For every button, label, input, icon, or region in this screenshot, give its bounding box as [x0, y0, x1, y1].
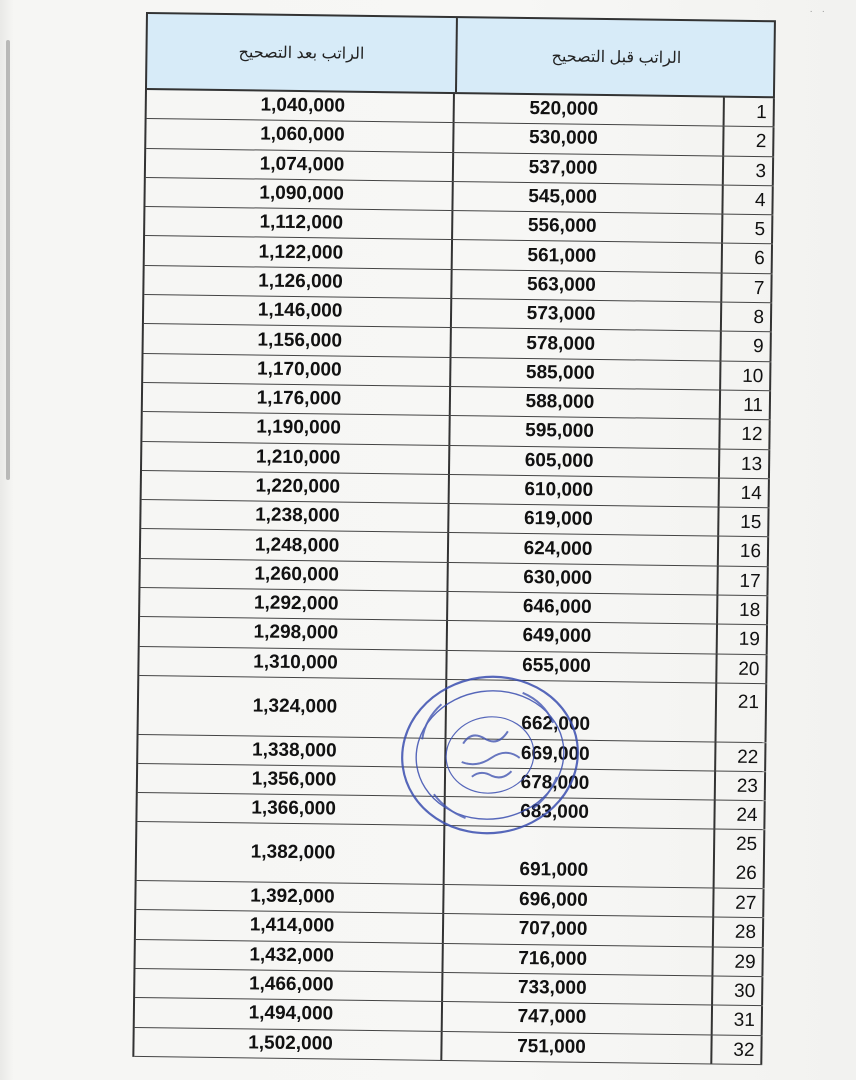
row-number-cell: [715, 801, 765, 830]
salary-after-cell: 1,146,000: [144, 295, 452, 327]
row-number-cell: [717, 654, 767, 683]
salary-before-cell: 573,000: [452, 299, 722, 331]
salary-before-cell: 747,000: [443, 1002, 713, 1034]
row-number-cell: [723, 185, 773, 214]
row-number: 17: [739, 570, 761, 592]
salary-after-cell: 1,112,000: [145, 207, 453, 239]
salary-after-cell: 1,356,000: [138, 764, 446, 796]
salary-after-cell: 1,338,000: [138, 734, 446, 766]
row-number: 8: [753, 307, 765, 329]
salary-after-cell: 1,366,000: [137, 793, 445, 825]
row-number-cell: [718, 625, 768, 654]
row-number-cell: [714, 918, 764, 947]
table-header: [145, 12, 776, 98]
row-number: 6: [754, 248, 765, 270]
salary-before-cell: 733,000: [443, 973, 713, 1005]
row-number-cell: [715, 830, 766, 888]
salary-before-cell: 585,000: [451, 358, 721, 390]
row-number-cell: [712, 1035, 762, 1064]
row-number-cell: [720, 478, 770, 507]
salary-after-cell: 1,392,000: [136, 881, 444, 913]
row-number: 24: [736, 804, 758, 827]
row-number: 28: [734, 922, 757, 944]
row-number-cell: [723, 244, 773, 273]
salary-after-cell: 1,176,000: [143, 383, 451, 415]
row-number-cell: [725, 98, 775, 127]
row-number: 5: [754, 219, 766, 241]
salary-after-cell: 1,156,000: [144, 324, 452, 356]
salary-before-cell: 716,000: [443, 944, 713, 976]
corner-mark: · ·: [809, 6, 828, 17]
salary-before-cell: 530,000: [454, 123, 724, 155]
row-number-cell: [722, 303, 772, 332]
salary-before-cell: 624,000: [449, 533, 719, 565]
scan-edge-shadow: [6, 40, 10, 480]
salary-before-cell: 707,000: [444, 914, 714, 946]
row-number-cell: [713, 1006, 763, 1035]
salary-after-cell: 1,310,000: [139, 647, 447, 679]
row-number-cell: [719, 537, 769, 566]
salary-after-cell: 1,260,000: [140, 559, 448, 591]
row-number: 21: [737, 691, 760, 714]
row-number: 1: [756, 101, 767, 124]
table-row: [139, 676, 768, 743]
row-number-cell: [720, 420, 770, 449]
salary-before-cell: 678,000: [446, 768, 716, 800]
row-number: 2: [755, 131, 767, 153]
salary-before-cell: 751,000: [442, 1031, 712, 1063]
salary-before-cell: 595,000: [450, 416, 720, 448]
salary-before-cell: 556,000: [453, 211, 723, 243]
row-number: 23: [736, 775, 759, 797]
salary-before-cell: 696,000: [444, 885, 714, 917]
row-number: 30: [733, 980, 756, 1002]
salary-before-cell: 683,000: [445, 797, 715, 829]
salary-before-cell: 646,000: [448, 592, 718, 624]
row-number: 29: [734, 951, 756, 973]
salary-before-cell: 619,000: [449, 504, 719, 536]
table-row: [137, 822, 766, 889]
salary-before-cell: 605,000: [450, 446, 720, 478]
salary-before-cell: 520,000: [455, 94, 725, 126]
salary-after-cell: 1,126,000: [144, 266, 452, 298]
salary-after-cell: 1,040,000: [147, 90, 455, 122]
salary-table: [132, 12, 776, 1065]
row-number-cell: [720, 449, 770, 478]
salary-after-cell: 1,074,000: [146, 149, 454, 181]
row-number: 16: [739, 541, 762, 563]
salary-after-cell: 1,238,000: [141, 500, 449, 532]
salary-before-cell: 691,000: [445, 826, 716, 887]
salary-after-cell: 1,122,000: [145, 236, 453, 268]
salary-before-cell: 563,000: [452, 270, 722, 302]
row-number-cell: [718, 596, 768, 625]
row-number-cell: [723, 215, 773, 244]
row-number-cell: [717, 683, 768, 741]
salary-after-cell: 1,060,000: [146, 119, 454, 151]
salary-before-cell: 610,000: [450, 475, 720, 507]
salary-after-cell: 1,090,000: [145, 178, 453, 210]
row-number-cell: [719, 508, 769, 537]
row-number: 19: [738, 629, 760, 651]
salary-after-cell: 1,432,000: [135, 940, 443, 972]
salary-after-cell: 1,502,000: [134, 1027, 442, 1059]
row-number: 15: [740, 511, 762, 534]
row-number: 4: [754, 189, 766, 212]
salary-before-cell: 545,000: [453, 182, 723, 214]
row-number-cell: [721, 391, 771, 420]
row-number: 9: [752, 336, 764, 358]
salary-before-cell: 649,000: [448, 621, 718, 653]
salary-after-cell: 1,190,000: [142, 412, 450, 444]
row-number: 20: [738, 658, 760, 680]
salary-before-cell: 537,000: [454, 153, 724, 185]
row-number: 27: [735, 892, 757, 915]
row-number: 18: [738, 599, 761, 622]
header-salary-after: الراتب بعد التصحيح: [147, 14, 458, 92]
salary-after-cell: 1,210,000: [142, 442, 450, 474]
row-number: 11: [743, 394, 764, 417]
salary-before-cell: 630,000: [448, 563, 718, 595]
salary-after-cell: 1,466,000: [135, 969, 443, 1001]
row-number: 12: [741, 424, 763, 446]
salary-before-cell: 588,000: [451, 387, 721, 419]
salary-after-cell: 1,292,000: [140, 588, 448, 620]
salary-after-cell: 1,298,000: [140, 617, 448, 649]
salary-after-cell: 1,220,000: [142, 471, 450, 503]
salary-after-cell: 1,324,000: [139, 676, 448, 738]
salary-after-cell: 1,414,000: [136, 910, 444, 942]
row-number: 31: [733, 1009, 755, 1032]
row-number-cell: [713, 976, 763, 1005]
row-number: 26: [735, 863, 757, 885]
row-number-cell: [724, 127, 774, 156]
row-number-cell: [721, 332, 771, 361]
row-number-cell: [716, 742, 766, 771]
header-salary-before: الراتب قبل التصحيح: [551, 48, 682, 68]
row-number-cell: [716, 771, 766, 800]
row-number-cell: [718, 566, 768, 595]
salary-before-cell: 561,000: [453, 241, 723, 273]
row-number: 7: [753, 277, 765, 299]
salary-before-cell: 669,000: [446, 739, 716, 771]
row-number-cell: [714, 889, 764, 918]
row-number: 14: [740, 482, 762, 504]
table-body: [132, 90, 775, 1065]
salary-after-cell: 1,382,000: [137, 822, 446, 884]
row-number: 3: [755, 160, 767, 182]
row-number-cell: [713, 947, 763, 976]
row-number: 10: [742, 365, 764, 387]
row-number-cell: [722, 273, 772, 302]
salary-after-cell: 1,494,000: [135, 998, 443, 1030]
row-number: 32: [733, 1039, 755, 1061]
row-number-cell: [721, 361, 771, 390]
row-number: 13: [740, 453, 763, 475]
row-number-cell: [724, 156, 774, 185]
salary-after-cell: 1,248,000: [141, 529, 449, 561]
row-number: 22: [737, 746, 759, 768]
salary-before-cell: 655,000: [447, 651, 717, 683]
salary-before-cell: 662,000: [447, 680, 718, 741]
salary-before-cell: 578,000: [452, 328, 722, 360]
row-number: 25: [735, 834, 758, 856]
salary-after-cell: 1,170,000: [143, 354, 451, 386]
